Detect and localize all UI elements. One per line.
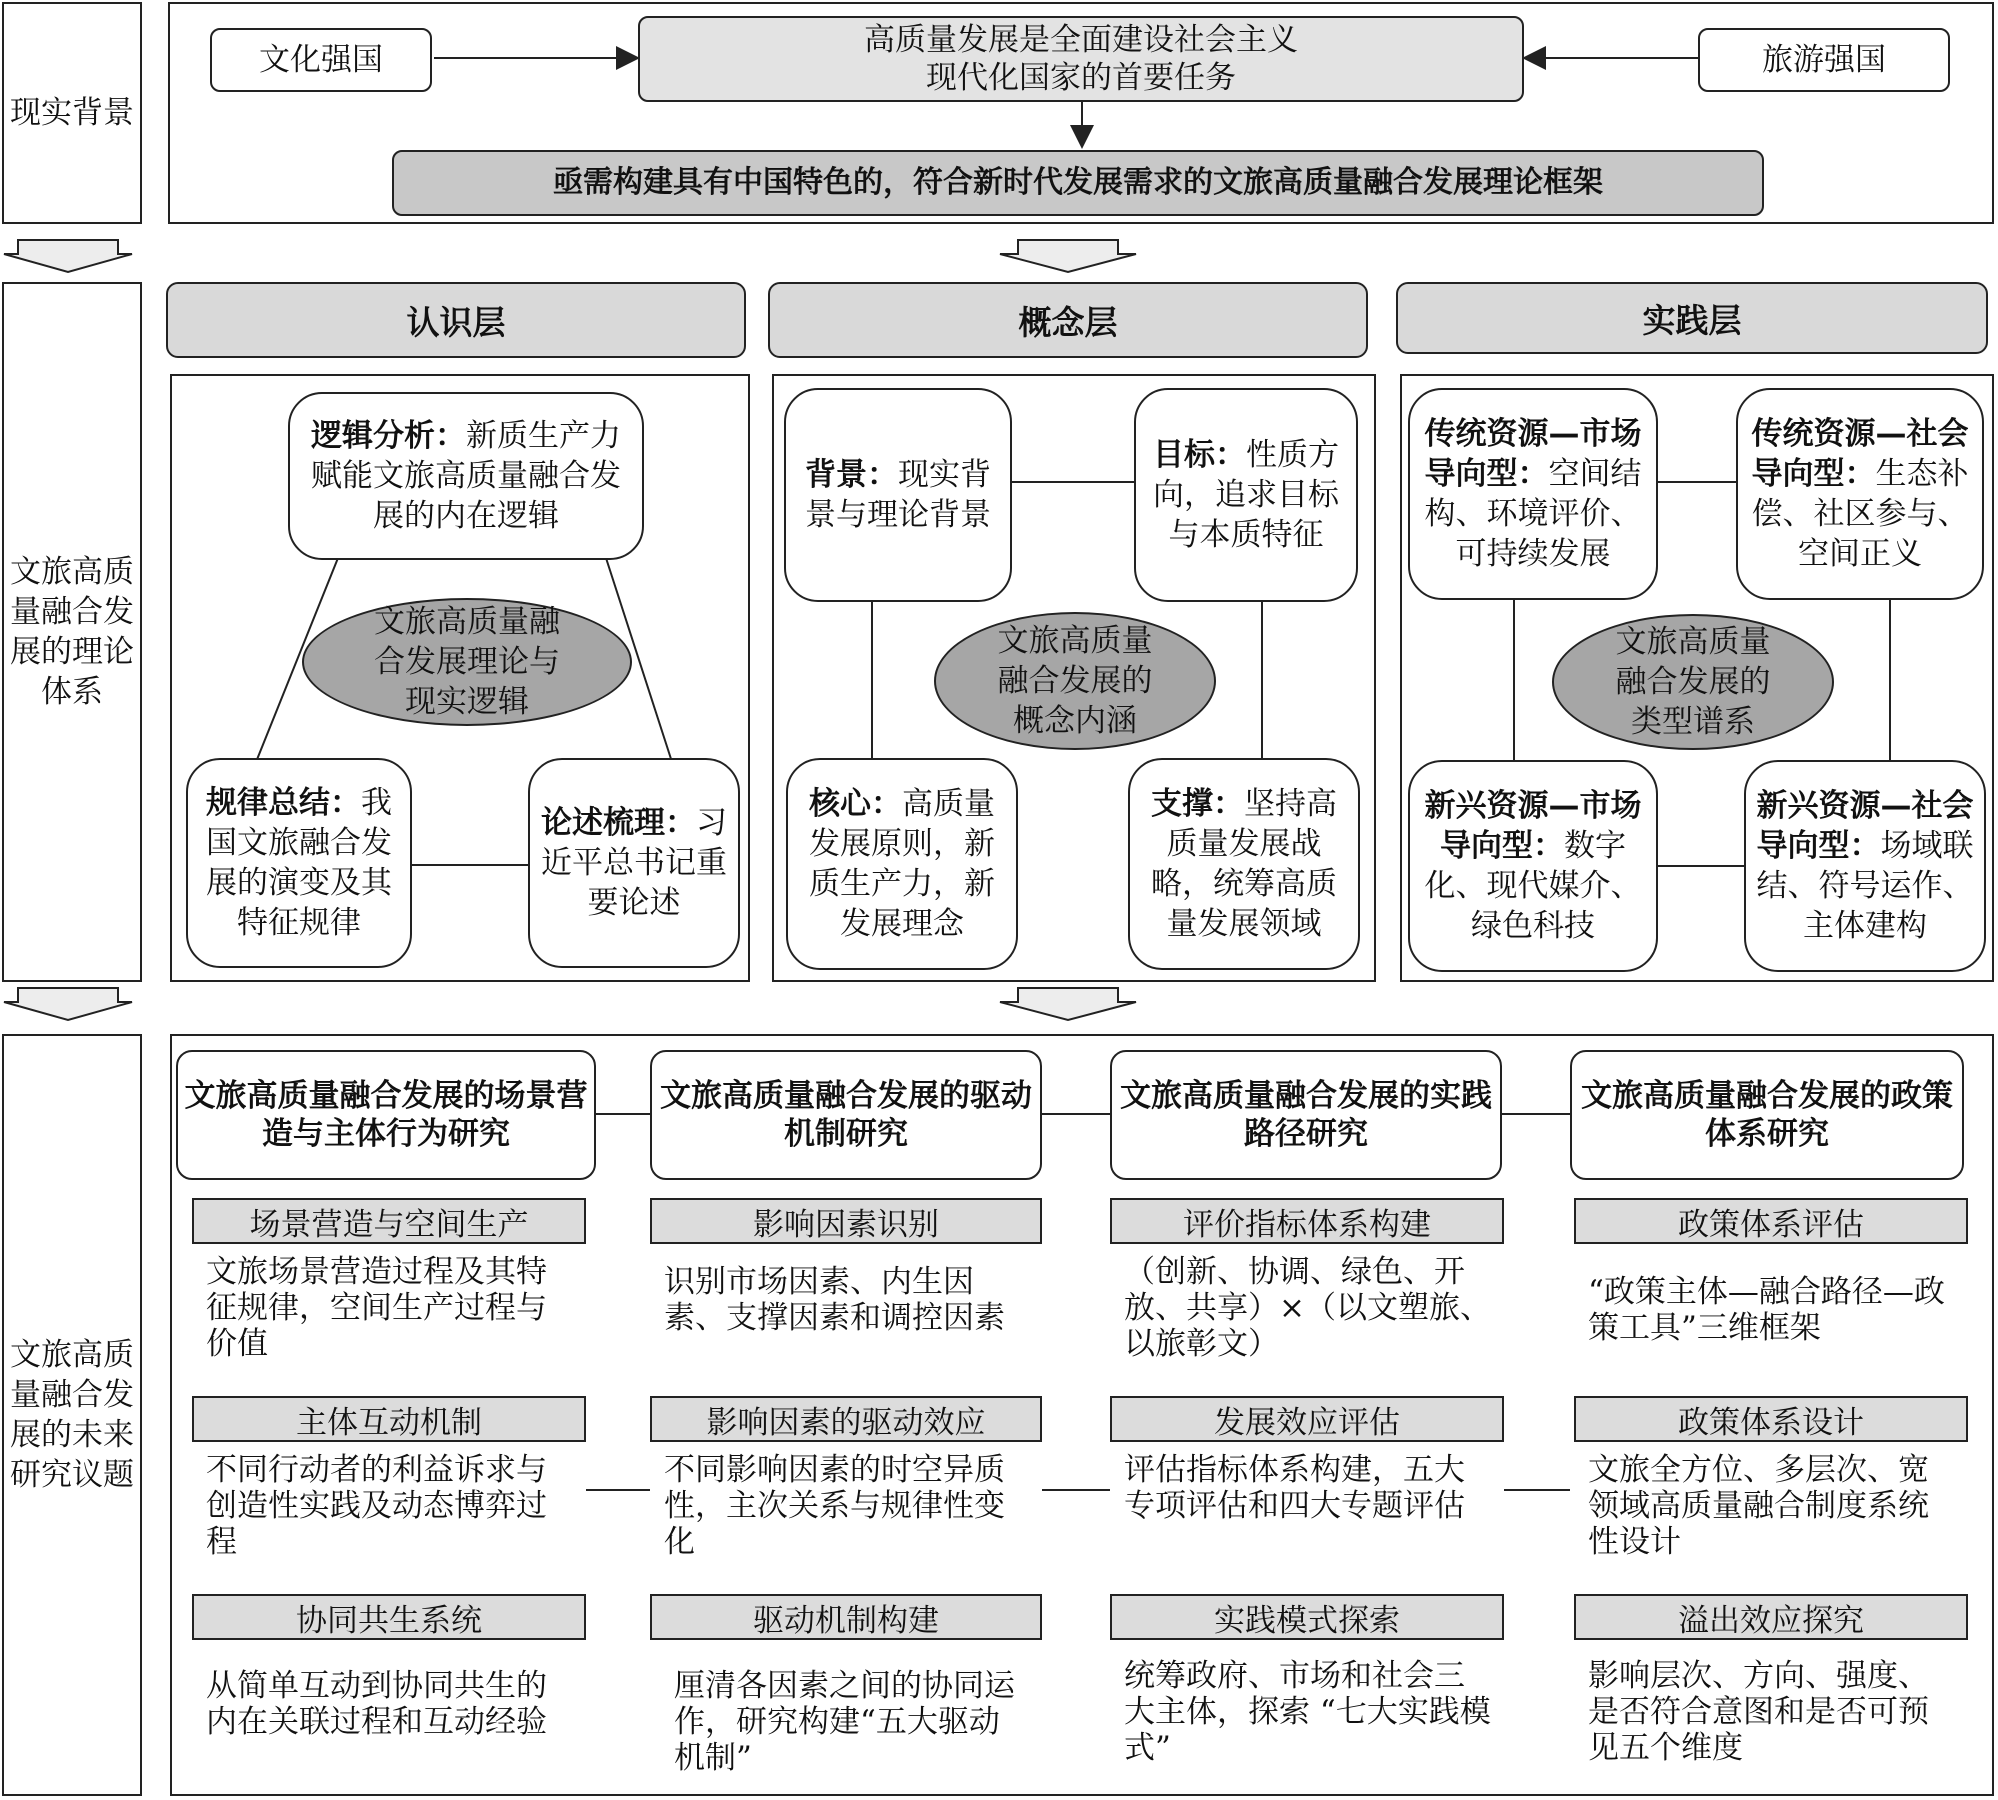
subtopic-header: 实践模式探索 bbox=[1110, 1594, 1504, 1640]
concept-support-node: 支撑：坚持高质量发展战略，统筹高质量发展领域 bbox=[1128, 758, 1360, 970]
subtopic-description: 影响层次、方向、强度、是否符合意图和是否可预见五个维度 bbox=[1588, 1658, 1929, 1766]
subtopic-header: 溢出效应探究 bbox=[1574, 1594, 1968, 1640]
concept-goal-node: 目标：性质方向，追求目标与本质特征 bbox=[1134, 388, 1358, 602]
practice-core-ellipse: 文旅高质量融合发展的类型谱系 bbox=[1552, 614, 1834, 750]
culture-power-box: 文化强国 bbox=[210, 28, 432, 92]
subtopic-header: 协同共生系统 bbox=[192, 1594, 586, 1640]
subtopic-header: 影响因素的驱动效应 bbox=[650, 1396, 1042, 1442]
side-label-future: 文旅高质量融合发展的未来研究议题 bbox=[2, 1034, 142, 1796]
down-arrow-icon bbox=[1000, 240, 1136, 272]
emerging-market-node: 新兴资源—市场导向型：数字化、现代媒介、绿色科技 bbox=[1408, 760, 1658, 972]
subtopic-header: 场景营造与空间生产 bbox=[192, 1198, 586, 1244]
subtopic-description: 不同行动者的利益诉求与创造性实践及动态博弈过程 bbox=[206, 1452, 547, 1560]
subtopic-description: （创新、协调、绿色、开放、共享）×（以文塑旅、以旅彰文） bbox=[1124, 1254, 1491, 1362]
subtopic-description: 统筹政府、市场和社会三大主体，探索 “七大实践模式” bbox=[1124, 1658, 1491, 1766]
pattern-summary-node: 规律总结：我国文旅融合发展的演变及其特征规律 bbox=[186, 758, 412, 968]
tourism-power-box: 旅游强国 bbox=[1698, 28, 1950, 92]
concept-layer-header: 概念层 bbox=[768, 282, 1368, 358]
subtopic-description: 不同影响因素的时空异质性，主次关系与规律性变化 bbox=[664, 1452, 1005, 1560]
primary-task-box: 高质量发展是全面建设社会主义 现代化国家的首要任务 bbox=[638, 16, 1524, 102]
topic-policy-system: 文旅高质量融合发展的政策体系研究 bbox=[1570, 1050, 1964, 1180]
topic-scene-behavior: 文旅高质量融合发展的场景营造与主体行为研究 bbox=[176, 1050, 596, 1180]
logic-analysis-node: 逻辑分析：新质生产力赋能文旅高质量融合发展的内在逻辑 bbox=[288, 392, 644, 560]
subtopic-description: 评估指标体系构建，五大专项评估和四大专题评估 bbox=[1124, 1452, 1465, 1524]
topic-practice-path: 文旅高质量融合发展的实践路径研究 bbox=[1110, 1050, 1502, 1180]
subtopic-description: 识别市场因素、内生因素、支撑因素和调控因素 bbox=[664, 1264, 1005, 1336]
subtopic-header: 驱动机制构建 bbox=[650, 1594, 1042, 1640]
down-arrow-icon bbox=[1000, 988, 1136, 1020]
subtopic-header: 影响因素识别 bbox=[650, 1198, 1042, 1244]
concept-core-ellipse: 文旅高质量融合发展的概念内涵 bbox=[934, 612, 1216, 750]
down-arrow-icon bbox=[4, 240, 132, 272]
traditional-market-node: 传统资源—市场导向型：空间结构、环境评价、可持续发展 bbox=[1408, 388, 1658, 600]
subtopic-description: “政策主体—融合路径—政策工具”三维框架 bbox=[1588, 1274, 1945, 1346]
subtopic-header: 政策体系评估 bbox=[1574, 1198, 1968, 1244]
discourse-review-node: 论述梳理：习近平总书记重要论述 bbox=[528, 758, 740, 968]
emerging-social-node: 新兴资源—社会导向型：场域联结、符号运作、主体建构 bbox=[1744, 760, 1986, 972]
subtopic-header: 评价指标体系构建 bbox=[1110, 1198, 1504, 1244]
subtopic-description: 从简单互动到协同共生的内在关联过程和互动经验 bbox=[206, 1668, 547, 1740]
concept-background-node: 背景：现实背景与理论背景 bbox=[784, 388, 1012, 602]
cognition-layer-header: 认识层 bbox=[166, 282, 746, 358]
side-label-theory: 文旅高质量融合发展的理论体系 bbox=[2, 282, 142, 982]
subtopic-header: 主体互动机制 bbox=[192, 1396, 586, 1442]
practice-layer-header: 实践层 bbox=[1396, 282, 1988, 354]
side-label-background: 现实背景 bbox=[2, 2, 142, 224]
framework-banner: 亟需构建具有中国特色的，符合新时代发展需求的文旅高质量融合发展理论框架 bbox=[392, 150, 1764, 216]
cognition-core-ellipse: 文旅高质量融合发展理论与现实逻辑 bbox=[302, 598, 632, 726]
traditional-social-node: 传统资源—社会导向型：生态补偿、社区参与、空间正义 bbox=[1736, 388, 1984, 600]
concept-core-node: 核心：高质量发展原则，新质生产力，新发展理念 bbox=[786, 758, 1018, 970]
down-arrow-icon bbox=[4, 988, 132, 1020]
subtopic-header: 政策体系设计 bbox=[1574, 1396, 1968, 1442]
topic-driving-mechanism: 文旅高质量融合发展的驱动机制研究 bbox=[650, 1050, 1042, 1180]
subtopic-header: 发展效应评估 bbox=[1110, 1396, 1504, 1442]
subtopic-description: 厘清各因素之间的协同运作，研究构建“五大驱动机制” bbox=[674, 1668, 1015, 1776]
subtopic-description: 文旅场景营造过程及其特征规律，空间生产过程与价值 bbox=[206, 1254, 547, 1362]
subtopic-description: 文旅全方位、多层次、宽领域高质量融合制度系统性设计 bbox=[1588, 1452, 1929, 1560]
